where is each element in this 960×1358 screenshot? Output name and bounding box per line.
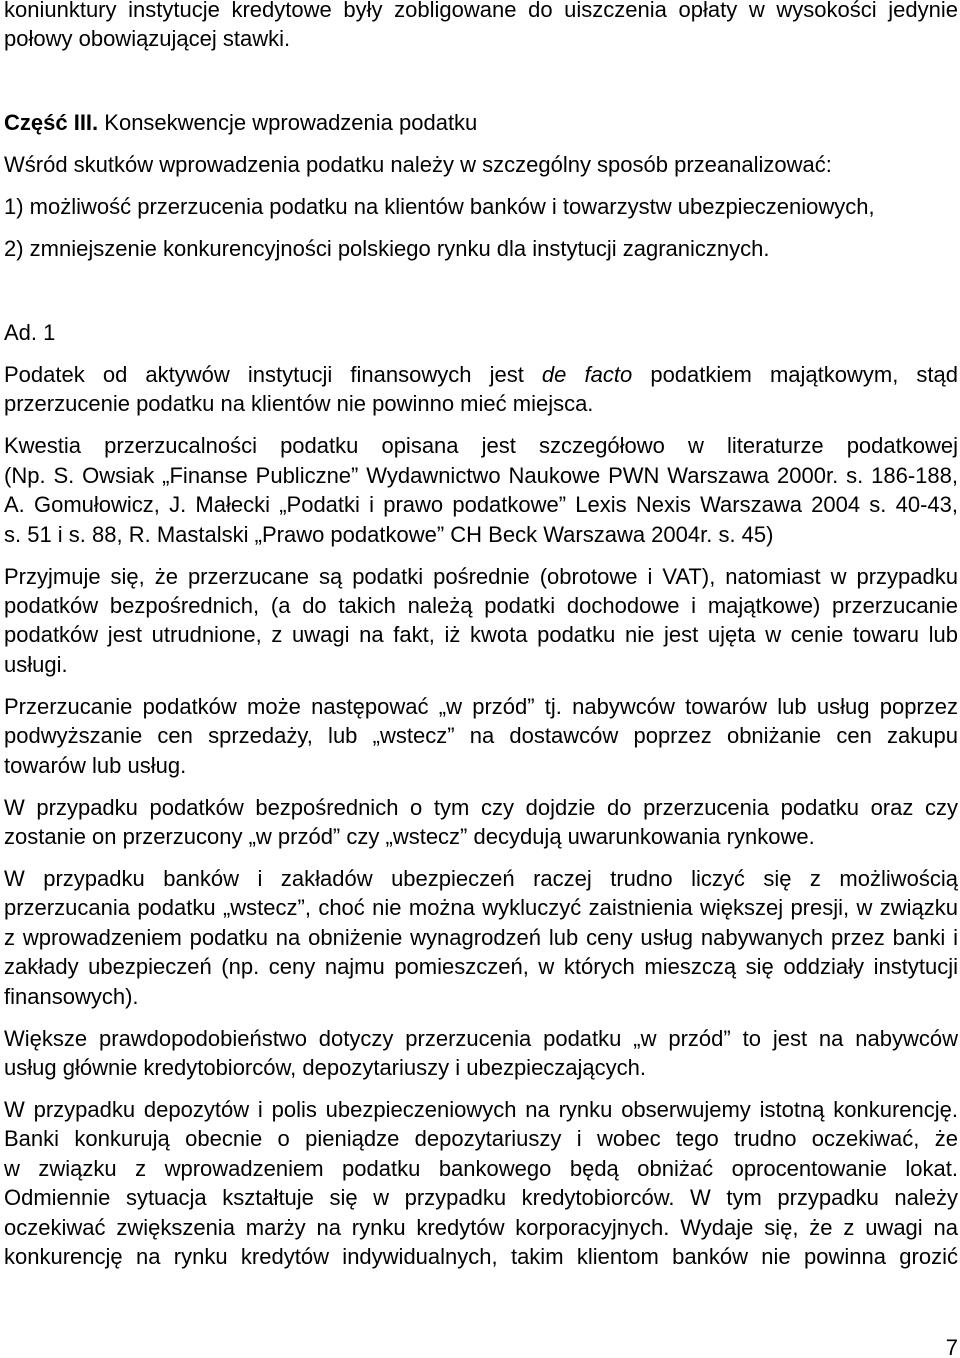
paragraph-asset-tax — [4, 360, 958, 419]
text-line: konkurencję na rynku kredytów indywidualnych, takim klientom banków nie powinna grozić — [4, 1244, 958, 1269]
text-line: Banki konkurują obecnie o pieniądze depozytariuszy i wobec tego trudno oczekiwać, że — [4, 1126, 958, 1152]
section-title: Konsekwencje wprowadzenia podatku — [104, 109, 478, 135]
text-line: Przerzucanie podatków może następować „w przód” tj. nabywców towarów lub usług poprzez — [4, 693, 958, 719]
text-line: Ad. 1 — [4, 319, 56, 345]
text-line: oczekiwać zwiększenia marży na rynku kredytów korporacyjnych. Wydaje się, że z uwagi na — [4, 1214, 958, 1240]
text-line: przerzucania podatku „wstecz”, choć nie można wykluczyć zaistnienia większej presji, w związku — [4, 895, 958, 921]
paragraph-banks-insurers — [4, 864, 958, 1011]
blank-line — [4, 276, 958, 305]
text-line: Przyjmuje się, że przerzucane są podatki pośrednie (obrotowe i VAT), natomiast w przypadku — [4, 563, 958, 589]
text-line: Większe prawdopodobieństwo dotyczy przerzucenia podatku „w przód” to jest na nabywców — [4, 1025, 958, 1051]
text-line: usługi. — [4, 651, 68, 677]
paragraph-direct-taxes — [4, 793, 958, 852]
paragraph-shifting-directions — [4, 692, 958, 780]
text-line: Odmiennie sytuacja kształtuje się w przypadku kredytobiorców. W tym przypadku należy — [4, 1185, 958, 1211]
section-number: Część III. — [4, 109, 99, 135]
text-line: finansowych). — [4, 983, 139, 1009]
text-line: W przypadku podatków bezpośrednich o tym czy dojdzie do przerzucenia podatku oraz czy — [4, 794, 958, 820]
text-line: zakłady ubezpieczeń (np. ceny najmu pomieszczeń, w których mieszczą się oddziały instytucji — [4, 954, 958, 980]
list-item — [4, 234, 958, 263]
text-line: zostanie on przerzucony „w przód” czy „wstecz” decydują uwarunkowania rynkowe. — [4, 823, 815, 849]
text-line: 1) możliwość przerzucenia podatku na klientów banków i towarzystw ubezpieczeniowych, — [4, 193, 875, 219]
text-line — [4, 360, 958, 389]
text-line: (Np. S. Owsiak „Finanse Publiczne” Wydawnictwo Naukowe PWN Warszawa 2000r. s. 186-188, — [4, 462, 958, 488]
text-line: 2) zmniejszenie konkurencyjności polskiego rynku dla instytucji zagranicznych. — [4, 235, 770, 261]
text-line: W przypadku depozytów i polis ubezpieczeniowych na rynku obserwujemy istotną konkurencję. — [4, 1096, 958, 1122]
text-segment: podatkiem majątkowym, stąd — [632, 361, 959, 387]
text-segment: Podatek od aktywów instytucji finansowych jest — [4, 361, 542, 387]
subheading — [4, 318, 958, 347]
text-line: A. Gomułowicz, J. Małecki „Podatki i prawo podatkowe” Lexis Nexis Warszawa 2004 s. 40-43, — [4, 492, 958, 518]
text-line: połowy obowiązującej stawki. — [4, 25, 291, 51]
text-line: usług głównie kredytobiorców, depozytariuszy i ubezpieczających. — [4, 1054, 647, 1080]
text-line: w związku z wprowadzeniem podatku bankowego będą obniżać oprocentowanie lokat. — [4, 1155, 958, 1181]
paragraph-literature — [4, 431, 958, 549]
list-item — [4, 192, 958, 221]
paragraph-forward-shifting — [4, 1024, 958, 1083]
text-line: podwyższanie cen sprzedaży, lub „wstecz” na dostawców poprzez obniżanie cen zakupu — [4, 723, 958, 749]
text-line: towarów lub usług. — [4, 752, 187, 778]
text-line: Wśród skutków wprowadzenia podatku należy w szczególny sposób przeanalizować: — [4, 151, 832, 177]
blank-line — [4, 66, 958, 95]
text-line: Kwestia przerzucalności podatku opisana jest szczegółowo w literaturze podatkowej — [4, 433, 958, 459]
page-number: 7 — [945, 1335, 958, 1358]
italic-term: de facto — [541, 361, 633, 387]
section-heading — [4, 108, 958, 137]
paragraph-indirect-taxes — [4, 562, 958, 680]
text-line — [4, 108, 958, 137]
text-line: s. 51 i s. 88, R. Mastalski „Prawo podatkowe” CH Beck Warszawa 2004r. s. 45) — [4, 521, 774, 547]
paragraph-deposits-policies — [4, 1095, 958, 1271]
text-line: podatków jest utrudnione, z uwagi na fakt, iż kwota podatku nie jest ujęta w cenie towaru lub — [4, 622, 958, 648]
intro-paragraph — [4, 150, 958, 179]
document-body — [4, 0, 958, 1284]
text-line: W przypadku banków i zakładów ubezpieczeń raczej trudno liczyć się z możliwością — [4, 865, 958, 891]
text-line: z wprowadzeniem podatku na obniżenie wynagrodzeń lub ceny usług nabywanych przez banki i — [4, 924, 958, 950]
text-line: koniunktury instytucje kredytowe były zobligowane do uiszczenia opłaty w wysokości jedynie — [4, 0, 958, 22]
text-line: przerzucenie podatku na klientów nie powinno mieć miejsca. — [4, 391, 594, 417]
text-line: podatków bezpośrednich, (a do takich należą podatki dochodowe i majątkowe) przerzucanie — [4, 592, 958, 618]
continuation-paragraph — [4, 0, 958, 53]
